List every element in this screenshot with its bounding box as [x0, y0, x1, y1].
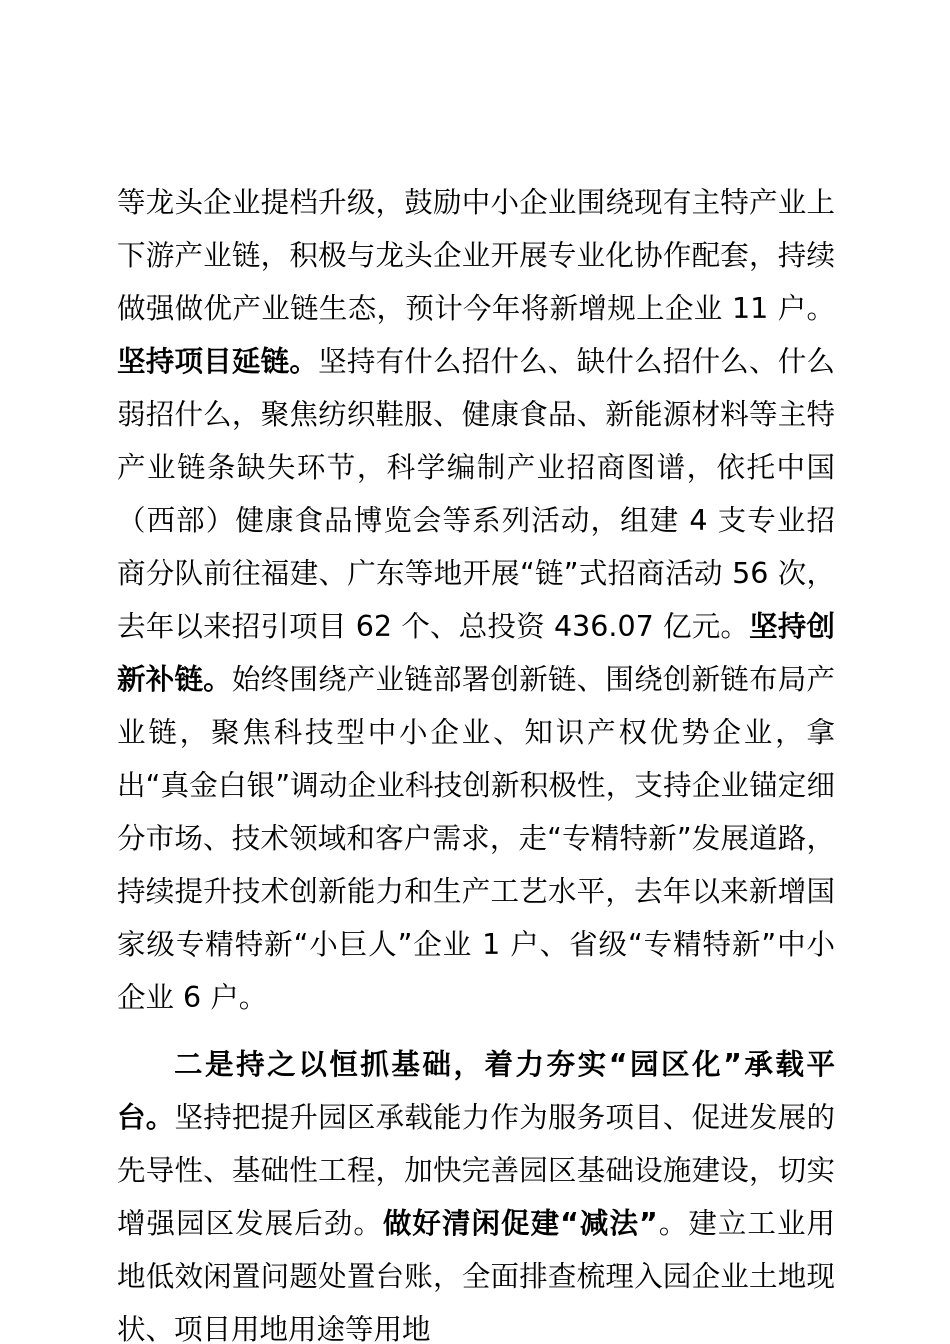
- text-run: 等龙头企业提档升级，鼓励中小企业围绕现有主特产业上下游产业链，积极与龙头企业开展专业化协作配套，持续做强做优产业链生态，预计今年将新增规上企业 11 户。: [117, 186, 835, 325]
- text-run: 坚持把提升园区承载能力作为服务项目、促进发展的先导性、基础性工程，加快完善园区基础设施建设，切实增强园区发展后劲。: [117, 1101, 835, 1240]
- bold-run: 坚持创新补链。: [117, 610, 835, 696]
- paragraph-park-platform: [117, 1038, 835, 1344]
- document-body: [117, 176, 835, 1344]
- bold-run: 做好清闲促建“减法”: [382, 1207, 658, 1240]
- text-run: 始终围绕产业链部署创新链、围绕创新链布局产业链，聚焦科技型中小企业、知识产权优势企业，拿出“真金白银”调动企业科技创新积极性，支持企业锚定细分市场、技术领域和客户需求，走“专精特新”发展道路，持续提升技术创新能力和生产工艺水平，去年以来新增国家级专精特新“小巨人”企业 1 户、省级“专精特新”中小企业 6 户。: [117, 663, 835, 1014]
- bold-run: 坚持项目延链。: [117, 345, 319, 378]
- text-run: 。建立工业用地低效闲置问题处置台账，全面排查梳理入园企业土地现状、项目用地用途等用地: [117, 1207, 835, 1344]
- bold-run: 二是持之以恒抓基础，着力夯实“园区化”承载平台。: [117, 1048, 835, 1134]
- paragraph-industry-chain: [117, 176, 835, 1024]
- text-run: 坚持有什么招什么、缺什么招什么、什么弱招什么，聚焦纺织鞋服、健康食品、新能源材料等主特产业链条缺失环节，科学编制产业招商图谱，依托中国（西部）健康食品博览会等系列活动，组建 4 支专业招商分队前往福建、广东等地开展“链”式招商活动 56 次，去年以来招引项目 62 个、总投资 436.07 亿元。: [117, 345, 835, 643]
